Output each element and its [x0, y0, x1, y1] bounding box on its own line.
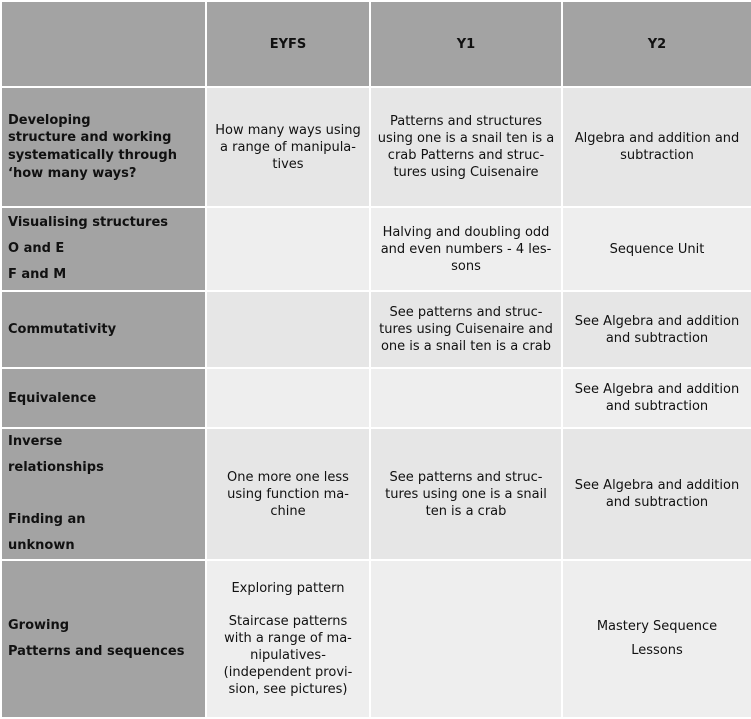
cell-eyfs [207, 561, 369, 717]
row-label-line: Equivalence [8, 390, 97, 406]
row-label-line: Patterns and sequences [8, 644, 185, 659]
column-header-y1: Y1 [371, 2, 561, 86]
row-header-equivalence [2, 369, 205, 427]
header-row [2, 2, 751, 86]
row-label-line: Visualising structures [8, 215, 169, 230]
cell-y2: See Algebra and addition and subtraction [563, 429, 751, 559]
row-header-inverse-relationships [2, 429, 205, 559]
cell-y2 [563, 561, 751, 717]
cell-spacer [213, 597, 363, 613]
row-label-line: Finding an [8, 512, 86, 527]
cell-y2: Sequence Unit [563, 208, 751, 290]
cell-text: Lessons [631, 643, 683, 658]
cell-y2: Algebra and addition and subtraction [563, 88, 751, 206]
cell-text: Mastery Sequence [596, 619, 718, 634]
row-header-visualising-structures [2, 208, 205, 290]
cell-y2: See Algebra and addition and subtraction [563, 292, 751, 367]
corner-cell [2, 2, 205, 86]
row-label-line: Growing [8, 618, 70, 633]
table-row [2, 292, 751, 367]
cell-eyfs: How many ways using a range of manipula-tives [207, 88, 369, 206]
cell-y2: See Algebra and addition and subtraction [563, 369, 751, 427]
cell-y1: See patterns and struc-tures using Cuisenaire and one is a snail ten is a crab [371, 292, 561, 367]
row-label-line: O and E [8, 241, 65, 256]
row-label-line: ‘how many ways? [8, 165, 137, 181]
column-header-eyfs: EYFS [207, 2, 369, 86]
row-label-line: relationships [8, 460, 104, 475]
table-row [2, 429, 751, 559]
cell-eyfs: One more one less using function ma-chine [207, 429, 369, 559]
table-row [2, 561, 751, 717]
cell-y1 [371, 561, 561, 717]
row-label-line: F and M [8, 267, 67, 282]
cell-y1: See patterns and struc-tures using one is a snail ten is a crab [371, 429, 561, 559]
row-label-spacer [8, 481, 199, 507]
row-label-line: Inverse [8, 434, 63, 449]
table-row [2, 208, 751, 290]
table-row [2, 369, 751, 427]
row-label-line: unknown [8, 538, 75, 553]
row-label-line: Commutativity [8, 322, 117, 337]
cell-text: Exploring pattern [231, 581, 345, 596]
cell-eyfs [207, 292, 369, 367]
row-header-growing-patterns [2, 561, 205, 717]
cell-text: Staircase patterns with a range of ma-nipulatives- (independent provi-sion, see pictures) [223, 614, 353, 697]
row-label-line: Developing [8, 112, 91, 128]
row-header-commutativity [2, 292, 205, 367]
column-header-y2: Y2 [563, 2, 751, 86]
row-header-developing-structure [2, 88, 205, 206]
table-row [2, 88, 751, 206]
row-label-line: structure and working [8, 129, 172, 145]
cell-eyfs [207, 208, 369, 290]
cell-y1: Patterns and structures using one is a snail ten is a crab Patterns and struc-tures using Cuisenaire [371, 88, 561, 206]
cell-eyfs [207, 369, 369, 427]
row-label-line: systematically through [8, 147, 177, 163]
cell-y1: Halving and doubling odd and even numbers - 4 les-sons [371, 208, 561, 290]
cell-y1 [371, 369, 561, 427]
